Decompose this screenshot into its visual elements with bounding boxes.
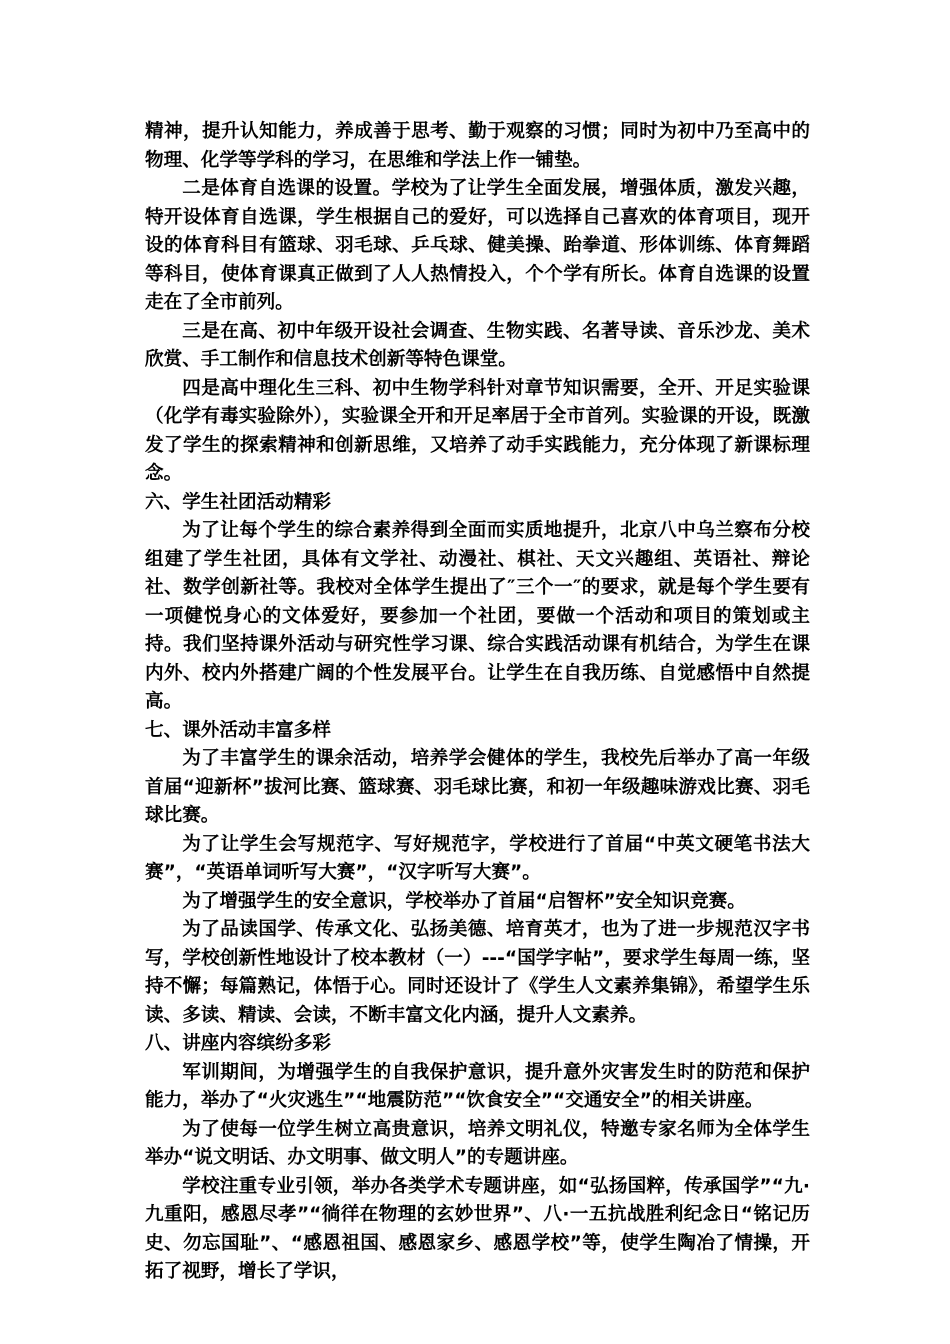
paragraph-continued: 精神，提升认知能力，养成善于思考、勤于观察的习惯；同时为初中乃至高中的物理、化学等学科的学习，在思维和学法上作一铺垫。	[145, 121, 810, 171]
paragraph-pe-elective: 二是体育自选课的设置。学校为了让学生全面发展，增强体质，激发兴趣，特开设体育自选课，学生根据自己的爱好，可以选择自己喜欢的体育项目，现开设的体育科目有篮球、羽毛球、乒乓球、健美操、跆拳道、形体训练、体育舞蹈等科目，使体育课真正做到了人人热情投入，个个学有所长。体育自选课的设置走在了全市前列。	[145, 178, 810, 313]
paragraph-safety-lectures: 军训期间，为增强学生的自我保护意识，提升意外灾害发生时的防范和保护能力，举办了“火灾逃生”“地震防范”“饮食安全”“交通安全”的相关讲座。	[145, 1061, 810, 1111]
paragraph-competitions: 为了丰富学生的课余活动，培养学会健体的学生，我校先后举办了高一年级首届“迎新杯”拔河比赛、篮球赛、羽毛球比赛，和初一年级趣味游戏比赛、羽毛球比赛。	[145, 748, 810, 826]
paragraph-writing-contests: 为了让学生会写规范字、写好规范字，学校进行了首届“中英文硬笔书法大赛”，“英语单词听写大赛”，“汉字听写大赛”。	[145, 833, 810, 883]
paragraph-featured-classes: 三是在高、初中年级开设社会调查、生物实践、名著导读、音乐沙龙、美术欣赏、手工制作和信息技术创新等特色课堂。	[145, 320, 810, 370]
section-heading-lectures: 八、讲座内容缤纷多彩	[145, 1033, 331, 1054]
paragraph-etiquette-lecture: 为了使每一位学生树立高贵意识，培养文明礼仪，特邀专家名师为全体学生举办“说文明话、办文明事、做文明人”的专题讲座。	[145, 1118, 810, 1168]
paragraph-clubs: 为了让每个学生的综合素养得到全面而实质地提升，北京八中乌兰察布分校组建了学生社团，具体有文学社、动漫社、棋社、天文兴趣组、英语社、辩论社、数学创新社等。我校对全体学生提出了″三个一″的要求，就是每个学生要有一项健悦身心的文体爱好，要参加一个社团，要做一个活动和项目的策划或主持。我们坚持课外活动与研究性学习课、综合实践活动课有机结合，为学生在课内外、校内外搭建广阔的个性发展平台。让学生在自我历练、自觉感悟中自然提高。	[145, 520, 810, 712]
paragraph-guoxue: 为了品读国学、传承文化、弘扬美德、培育英才，也为了进一步规范汉字书写，学校创新性地设计了校本教材（一）---“国学字帖”，要求学生每周一练，坚持不懈；每篇熟记，体悟于心。同时还设计了《学生人文素养集锦》，希望学生乐读、多读、精读、会读，不断丰富文化内涵，提升人文素养。	[145, 919, 810, 1026]
section-heading-clubs: 六、学生社团活动精彩	[145, 491, 331, 513]
section-heading-activities: 七、课外活动丰富多样	[145, 719, 331, 741]
paragraph-safety-quiz: 为了增强学生的安全意识，学校举办了首届“启智杯”安全知识竞赛。	[182, 890, 746, 912]
document-body	[145, 118, 810, 1287]
paragraph-academic-lectures: 学校注重专业引领，举办各类学术专题讲座，如“弘扬国粹，传承国学”“九·九重阳，感恩尽孝”“徜徉在物理的玄妙世界”、八·一五抗战胜利纪念日“铭记历史、勿忘国耻”、“感恩祖国、感恩家乡、感恩学校”等，使学生陶冶了情操，开拓了视野，增长了学识，	[145, 1175, 810, 1282]
paragraph-lab-courses: 四是高中理化生三科、初中生物学科针对章节知识需要，全开、开足实验课（化学有毒实验除外），实验课全开和开足率居于全市首列。实验课的开设，既激发了学生的探索精神和创新思维，又培养了动手实践能力，充分体现了新课标理念。	[145, 377, 810, 484]
